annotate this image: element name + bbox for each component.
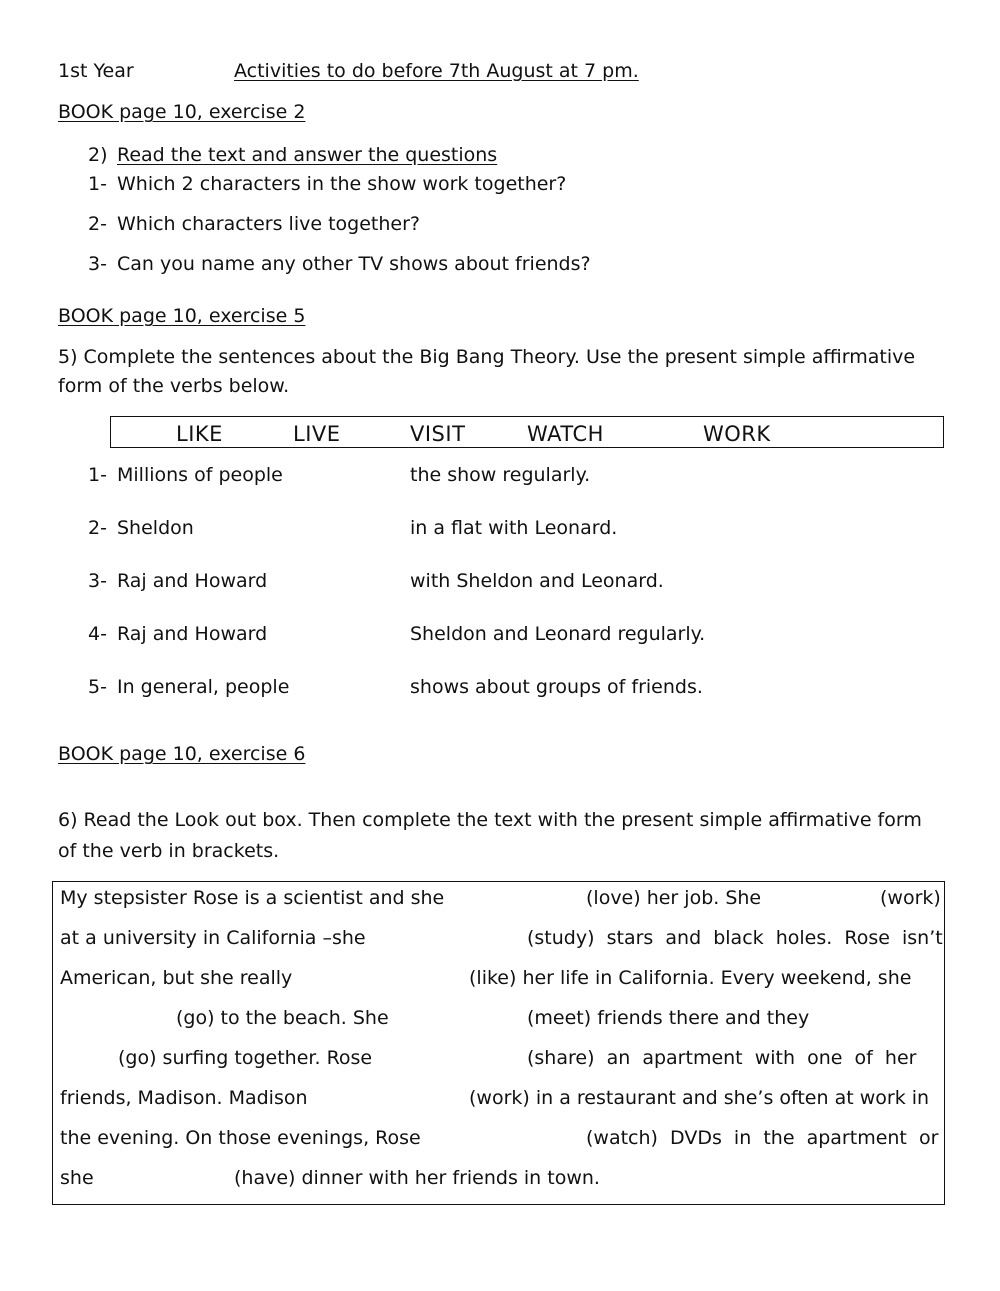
ex5-sentence-subject: Sheldon — [117, 517, 194, 539]
ex2-question-text: Which characters live together? — [117, 213, 420, 235]
text-fragment: (like) her life in California. Every weekend, she — [469, 967, 912, 989]
ex5-heading — [58, 307, 305, 326]
text-fragment: friends, Madison. Madison — [60, 1087, 308, 1109]
ex2-heading-book: BOOK — [58, 101, 114, 123]
ex6-heading-book: BOOK — [58, 743, 114, 765]
text-fragment: (go) surfing together. Rose — [118, 1047, 373, 1069]
ex6-instruction-line1: 6) Read the Look out box. Then complete the text with the present simple affirmative form — [58, 809, 922, 831]
text-fragment: (work) in a restaurant and she’s often at work in — [469, 1087, 930, 1109]
ex2-question-text: Which 2 characters in the show work together? — [117, 173, 567, 195]
ex5-sentence-number: 5- — [88, 676, 107, 698]
ex6-heading-rest: page 10, exercise 6 — [113, 743, 306, 765]
page-title: Activities to do before 7th August at 7 pm. — [234, 60, 639, 82]
text-fragment: (go) to the beach. She — [176, 1007, 389, 1029]
ex5-sentence-rest: Sheldon and Leonard regularly. — [410, 623, 706, 645]
ex2-intro-number: 2) — [88, 144, 108, 166]
text-fragment: (study) stars and black holes. Rose isn’t — [527, 927, 943, 949]
verb-word: LIKE — [176, 422, 223, 446]
ex5-sentence-rest: shows about groups of friends. — [410, 676, 703, 698]
ex5-sentence-subject: Raj and Howard — [117, 623, 268, 645]
verb-word: LIVE — [293, 422, 341, 446]
verb-word: WATCH — [527, 422, 604, 446]
ex2-heading — [58, 103, 305, 122]
text-fragment: My stepsister Rose is a scientist and she — [60, 887, 445, 909]
year-label: 1st Year — [58, 60, 134, 82]
text-fragment: at a university in California –she — [60, 927, 366, 949]
text-fragment: (love) her job. She — [586, 887, 762, 909]
ex5-sentence-number: 3- — [88, 570, 107, 592]
ex5-instruction-line2: form of the verbs below. — [58, 375, 290, 397]
ex2-question-number: 2- — [88, 213, 107, 235]
ex5-sentence-rest: with Sheldon and Leonard. — [410, 570, 664, 592]
ex5-heading-rest: page 10, exercise 5 — [113, 305, 306, 327]
text-fragment: (have) dinner with her friends in town. — [234, 1167, 600, 1189]
ex5-sentence-number: 4- — [88, 623, 107, 645]
ex5-sentence-subject: Raj and Howard — [117, 570, 268, 592]
ex5-sentence-number: 2- — [88, 517, 107, 539]
verb-word: VISIT — [410, 422, 466, 446]
text-fragment: she — [60, 1167, 94, 1189]
ex5-sentence-rest: the show regularly. — [410, 464, 591, 486]
gap-fill-text-box — [52, 881, 945, 1205]
ex6-instruction-line2: of the verb in brackets. — [58, 840, 280, 862]
ex2-question-number: 3- — [88, 253, 107, 275]
text-fragment: (work) — [880, 887, 941, 909]
ex5-heading-book: BOOK — [58, 305, 114, 327]
ex6-heading — [58, 745, 305, 764]
ex2-heading-rest: page 10, exercise 2 — [113, 101, 306, 123]
text-fragment: the evening. On those evenings, Rose — [60, 1127, 421, 1149]
text-fragment: American, but she really — [60, 967, 293, 989]
text-fragment: (meet) friends there and they — [527, 1007, 810, 1029]
text-fragment: (watch) DVDs in the apartment or — [586, 1127, 939, 1149]
ex5-instruction-line1: 5) Complete the sentences about the Big Bang Theory. Use the present simple affirmative — [58, 346, 916, 368]
ex5-sentence-rest: in a flat with Leonard. — [410, 517, 618, 539]
ex5-sentence-subject: Millions of people — [117, 464, 283, 486]
verb-word: WORK — [703, 422, 771, 446]
ex2-intro-text: Read the text and answer the questions — [117, 144, 498, 166]
ex5-sentence-subject: In general, people — [117, 676, 290, 698]
text-fragment: (share) an apartment with one of her — [527, 1047, 917, 1069]
ex2-question-number: 1- — [88, 173, 107, 195]
ex5-sentence-number: 1- — [88, 464, 107, 486]
verb-word-box — [110, 416, 944, 448]
ex2-question-text: Can you name any other TV shows about friends? — [117, 253, 591, 275]
